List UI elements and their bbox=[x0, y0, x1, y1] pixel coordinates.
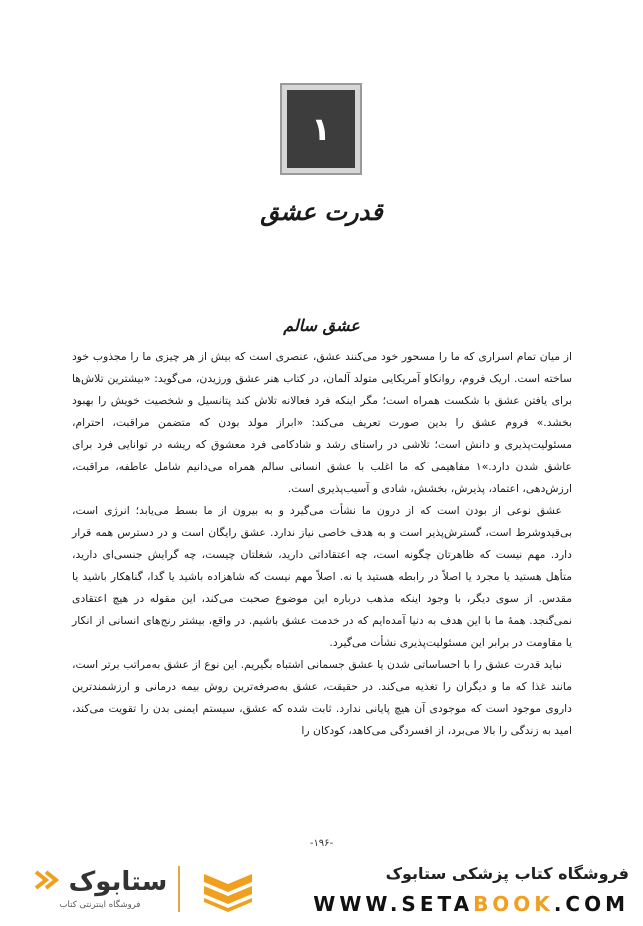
page-number: -۱۹۶- bbox=[309, 838, 334, 849]
logo-divider bbox=[178, 866, 180, 912]
store-footer-banner[interactable] bbox=[0, 852, 643, 926]
section-heading: عشق سالم bbox=[283, 316, 360, 335]
chapter-title: قدرت عشق bbox=[260, 197, 383, 226]
url-prefix: WWW. bbox=[313, 892, 402, 916]
url-suffix: .COM bbox=[553, 892, 629, 916]
open-book-logo-icon bbox=[200, 866, 256, 912]
paragraph: عشق نوعی از بودن است که از درون ما نشأت می‌گیرد و به بیرون از ما بسط می‌یابد؛ انرژی است، بی‌قیدوشرط است، گسترش‌پذیر است و به هدف خاصی نیاز ندارد. عشق رایگان است و در دسترس همه قرار دارد. مهم نیست که ظاهرتان چگونه است، چه اعتقاداتی دارید، شغلتان چیست، چه گرایش جنسی‌ای دارید، متأهل هستید یا مجرد یا اصلاً در رابطه هستید یا نه. اصلاً مهم نیست که شاهزاده باشید یا گدا، گناهکار باشید یا مقدس. از سوی دیگر، با وجود اینکه مذهب درباره این موضوع صحبت می‌کند، این مقوله در هیچ اعتقادی نمی‌گنجد. همهٔ ما با این هدف به دنیا آمده‌ایم که در خدمت عشق باشیم. در واقع، بیشتر رنج‌های انسانی از انکار یا مقاومت در برابر این مسئولیت‌پذیری نشأت می‌گیرد. bbox=[72, 504, 572, 649]
url-seta: SETA bbox=[401, 892, 474, 916]
store-name: فروشگاه کتاب پزشکی ستابوک bbox=[385, 864, 629, 883]
store-url[interactable] bbox=[313, 892, 629, 916]
body-text bbox=[72, 346, 572, 742]
logo-wordmark: ستابوک bbox=[68, 867, 168, 897]
chapter-number-box bbox=[282, 85, 360, 173]
logo-subtitle: فروشگاه اینترنتی کتاب bbox=[59, 900, 141, 910]
setabook-logo bbox=[30, 860, 170, 900]
chapter-number: ۱ bbox=[311, 110, 331, 148]
paragraph: نباید قدرت عشق را با احساساتی شدن یا عشق جسمانی اشتباه بگیریم. این نوع از عشق به‌مراتب برتر است، مانند غذا که ما و دیگران را تغذیه می‌کند. در حقیقت، عشق به‌صرفه‌ترین روش بیمه درمانی و ارزشمندترین داروی موجود است که موجودی آن هیچ پایانی ندارد. ثابت شده که عشق، سیستم ایمنی بدن را تقویت می‌کند، امید به زندگی را بالا می‌برد، از افسردگی می‌کاهد، کودکان را bbox=[72, 658, 572, 737]
url-book: BOOK bbox=[473, 892, 554, 916]
paragraph: از میان تمام اسراری که ما را مسحور خود می‌کنند عشق، عنصری است که بیش از هر چیزی ما را مجذوب خود ساخته است. اریک فروم، روانکاو آمریکایی متولد آلمان، در کتاب هنر عشق ورزیدن، می‌گوید: «بیشترین تلاش‌ها برای یافتن عشق با شکست همراه است؛ مگر اینکه فرد فعالانه تلاش کند پتانسیل و شخصیت خویش را بهبود بخشد.» فروم عشق را بدین صورت تعریف می‌کند: «ابراز مولد بودن که متضمن مراقبت، احترام، مسئولیت‌پذیری و دانش است؛ تلاشی در راستای رشد و شادکامی فرد معشوق که ریشه در توانایی فرد برای عاشق شدن دارد.»۱ مفاهیمی که ما اغلب با عشق انسانی سالم همراه می‌دانیم شامل عاطفه، مراقبت، ارزش‌دهی، اعتماد، پذیرش، بخشش، شادی و آسیب‌پذیری است. bbox=[72, 350, 572, 495]
